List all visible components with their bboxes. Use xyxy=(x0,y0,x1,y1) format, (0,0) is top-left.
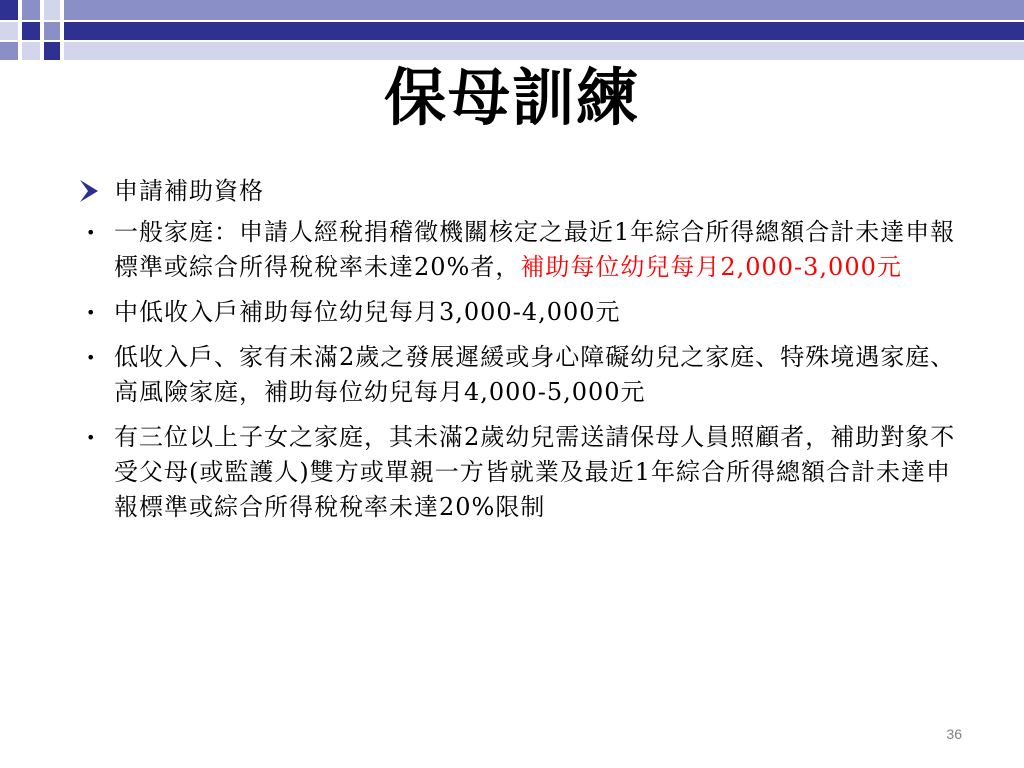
bullet-item xyxy=(74,215,974,285)
bullet-text: 低收入戶、家有未滿2歲之發展遲緩或身心障礙幼兒之家庭、特殊境遇家庭、高風險家庭，補助每位幼兒每月4,000-5,000元 xyxy=(114,343,956,406)
bullet-item xyxy=(74,420,974,525)
dot-bullet-icon: • xyxy=(86,223,97,242)
bullet-text: 有三位以上子女之家庭，其未滿2歲幼兒需送請保母人員照顧者，補助對象不受父母(或監護人)雙方或單親一方皆就業及最近1年綜合所得總額合計未達申報標準或綜合所得稅稅率未達20%限制 xyxy=(114,423,956,521)
deco-square xyxy=(22,22,40,40)
deco-square xyxy=(0,0,18,20)
deco-square xyxy=(22,0,40,20)
highlight-text: 補助每位幼兒每月2,000-3,000元 xyxy=(520,253,902,281)
dot-bullet-icon: • xyxy=(86,303,97,322)
slide-body xyxy=(74,174,974,525)
page-number: 36 xyxy=(946,726,962,742)
dot-bullet-icon: • xyxy=(86,348,97,367)
corner-decoration xyxy=(0,0,1024,60)
arrow-bullet-icon xyxy=(78,178,100,204)
dot-bullet-icon: • xyxy=(86,428,97,447)
deco-bar xyxy=(64,0,1024,20)
slide-title: 保母訓練 xyxy=(383,61,640,134)
bullet-item xyxy=(74,295,974,330)
section-heading-text: 申請補助資格 xyxy=(114,177,264,205)
deco-square xyxy=(44,0,60,20)
bullet-item xyxy=(74,340,974,410)
bullet-text: 中低收入戶補助每位幼兒每月3,000-4,000元 xyxy=(114,298,621,326)
deco-square xyxy=(44,22,60,40)
bullet-text: 一般家庭：申請人經稅捐稽徵機關核定之最近1年綜合所得總額合計未達申報標準或綜合所得稅稅率未達20%者， xyxy=(114,218,956,281)
deco-square xyxy=(0,22,18,40)
section-heading xyxy=(74,174,974,209)
deco-bar xyxy=(64,22,1024,40)
